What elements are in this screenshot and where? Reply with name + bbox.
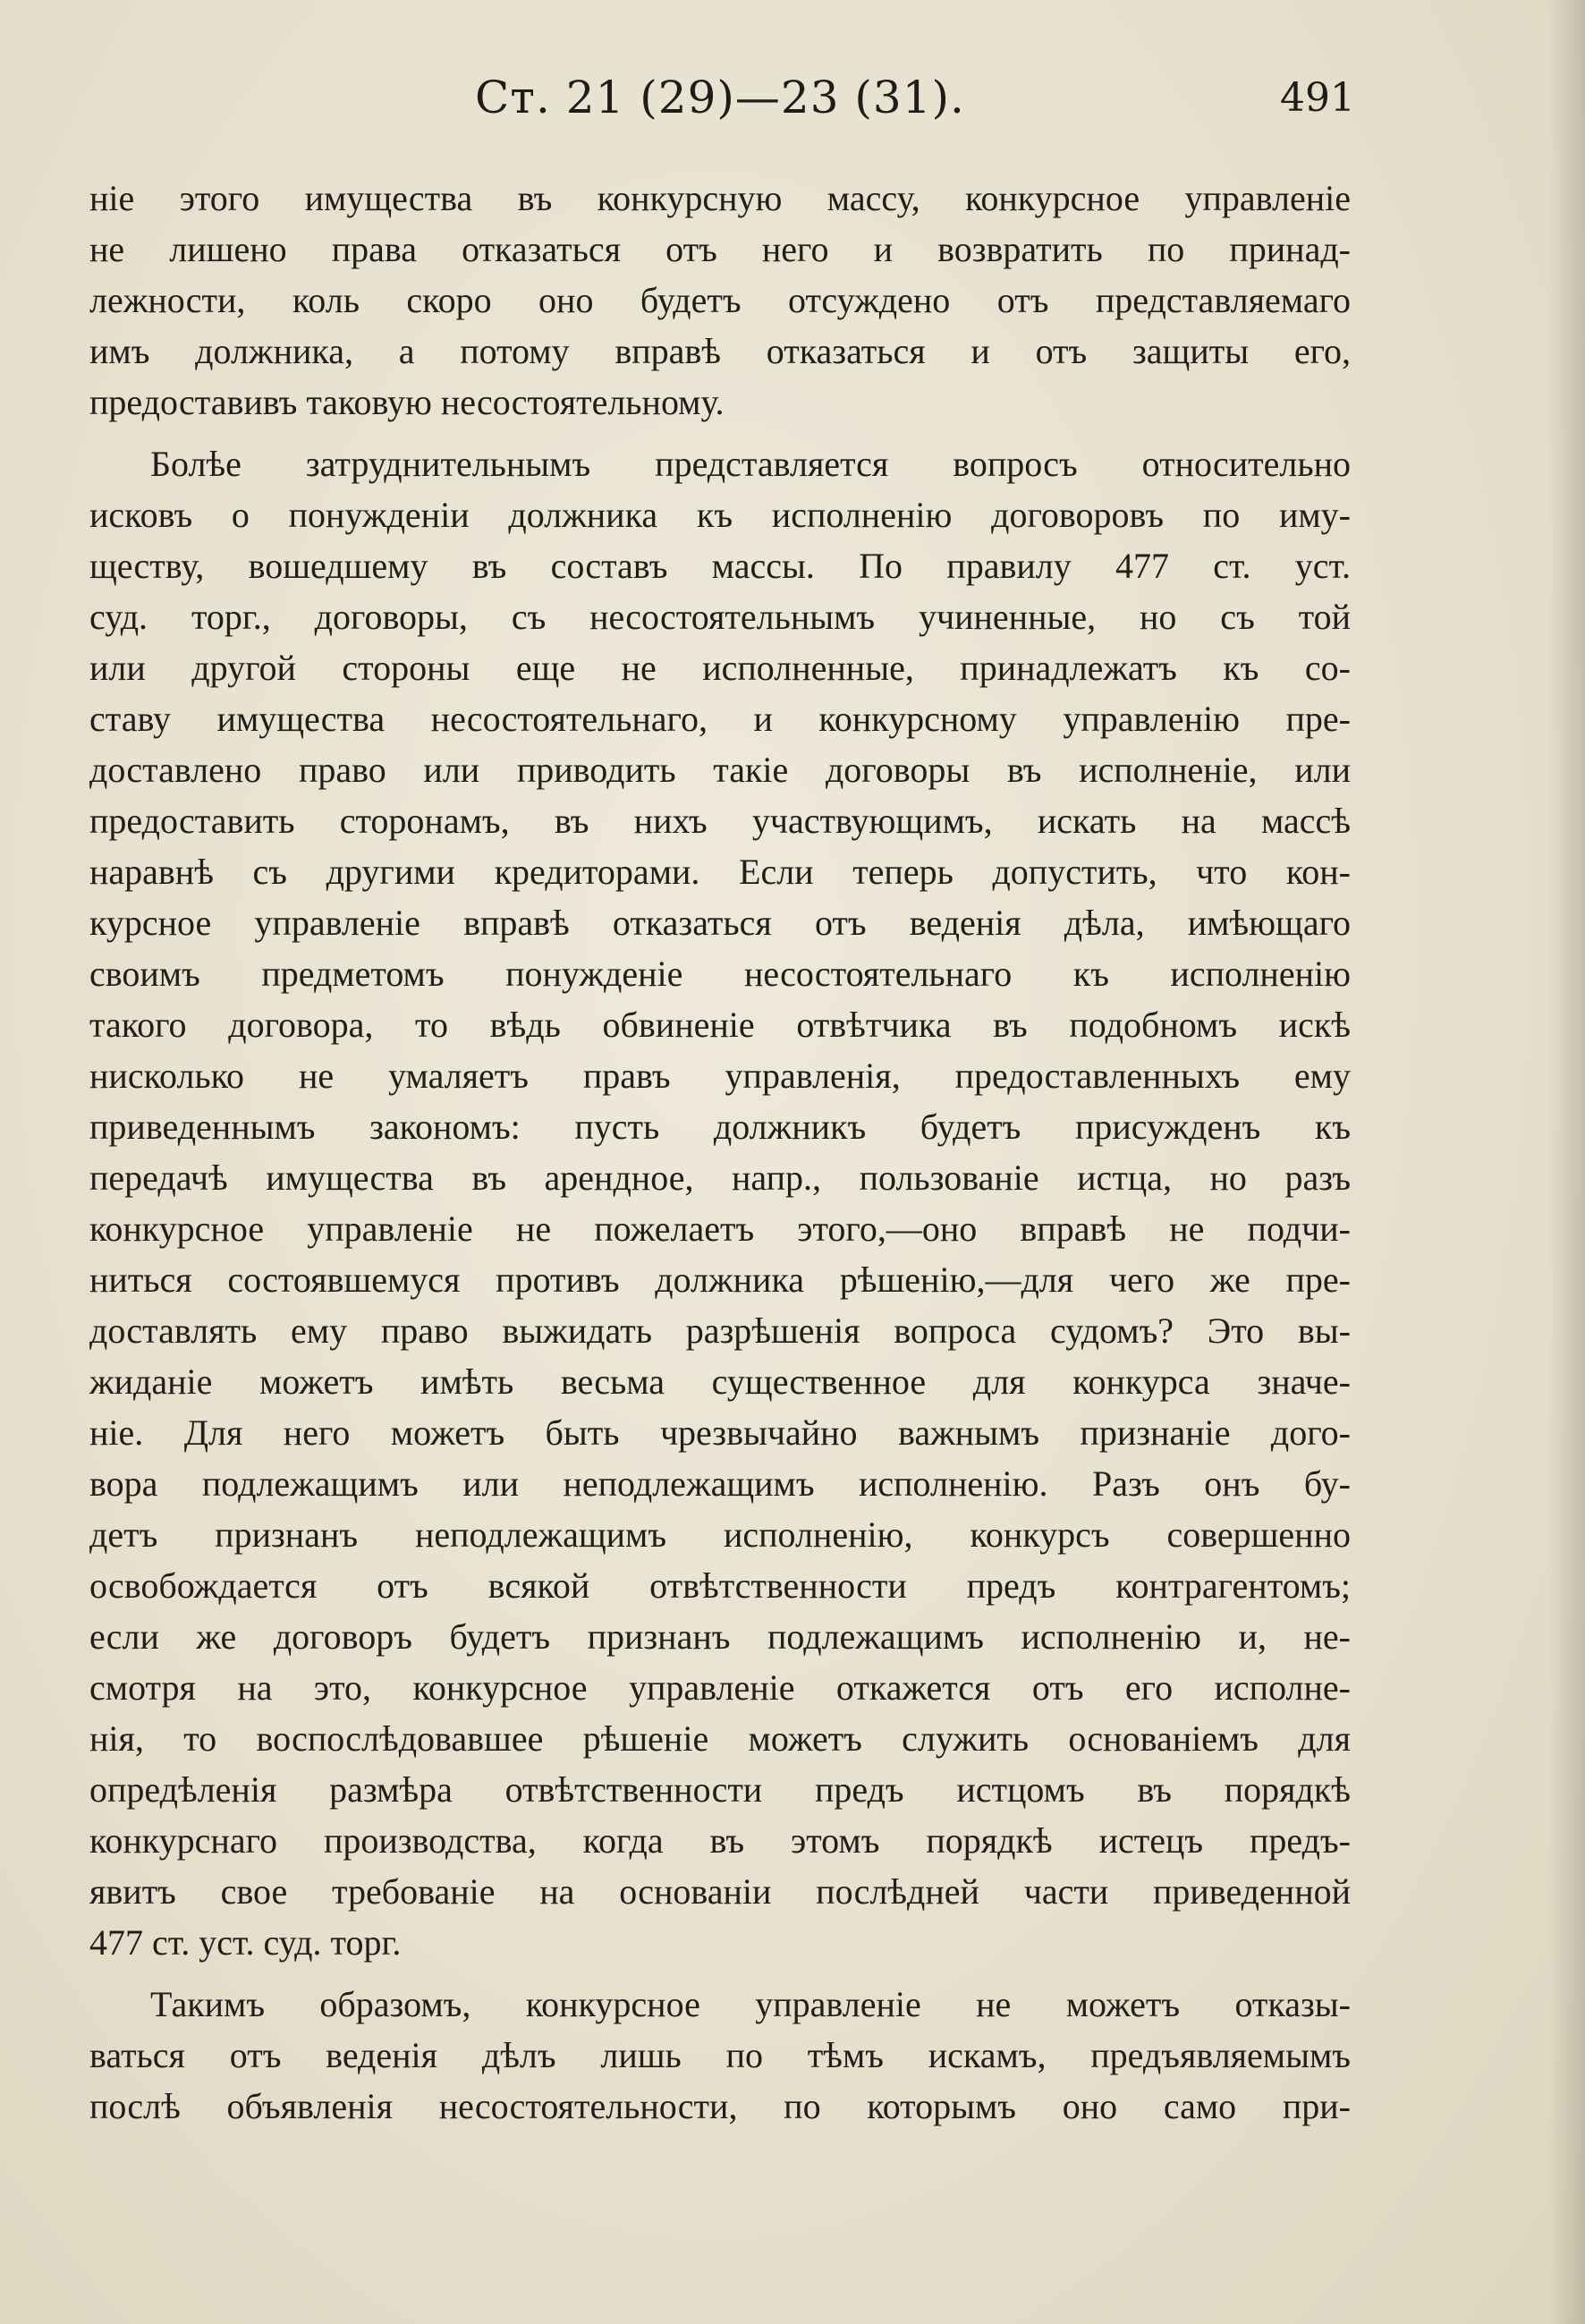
text-line: имъ должника, а потому вправѣ отказаться и отъ защиты его, [89,331,1351,371]
text-line: смотря на это, конкурсное управленіе откажется отъ его исполне- [89,1667,1351,1708]
text-line: передачѣ имущества въ арендное, напр., пользованіе истца, но разъ [89,1158,1351,1198]
header-title: Ст. 21 (29)—23 (31). [475,72,965,123]
text-line: ніе. Для него можетъ быть чрезвычайно важнымъ признаніе дого- [89,1412,1351,1453]
text-line: опредѣленія размѣра отвѣтственности предъ истцомъ въ порядкѣ [89,1769,1351,1810]
text-line: ніе этого имущества въ конкурсную массу, конкурсное управленіе [89,178,1351,218]
text-line: ставу имущества несостоятельнаго, и конкурсному управленію пре- [89,699,1351,739]
text-line: Такимъ образомъ, конкурсное управленіе не можетъ отказы- [150,1984,1351,2024]
paragraph-3 [89,1979,1351,2132]
text-line: или другой стороны еще не исполненные, принадлежатъ къ со- [89,648,1351,688]
text-line: вора подлежащимъ или неподлежащимъ исполненію. Разъ онъ бу- [89,1463,1351,1504]
text-line: нисколько не умаляетъ правъ управленія, предоставленныхъ ему [89,1056,1351,1096]
running-header [85,72,1355,134]
text-line: 477 ст. уст. суд. торг. [89,1922,402,1963]
text-line: Болѣе затруднительнымъ представляется вопросъ относительно [150,444,1351,484]
text-line: не лишено права отказаться отъ него и возвратить по принад- [89,229,1351,269]
text-line: освобождается отъ всякой отвѣтственности предъ контрагентомъ; [89,1565,1351,1606]
body-text [89,173,1351,2132]
text-line: конкурснаго производства, когда въ этомъ порядкѣ истецъ предъ- [89,1820,1351,1861]
text-line: конкурсное управленіе не пожелаетъ этого,—оно вправѣ не подчи- [89,1209,1351,1249]
text-line: жиданіе можетъ имѣть весьма существенное для конкурса значе- [89,1361,1351,1402]
text-line: курсное управленіе вправѣ отказаться отъ веденія дѣла, имѣющаго [89,903,1351,943]
text-line: если же договоръ будетъ признанъ подлежащимъ исполненію и, не- [89,1616,1351,1657]
text-line: наравнѣ съ другими кредиторами. Если теперь допустить, что кон- [89,852,1351,892]
text-line: детъ признанъ неподлежащимъ исполненію, конкурсъ совершенно [89,1514,1351,1555]
text-line: доставлять ему право выжидать разрѣшенія вопроса судомъ? Это вы- [89,1310,1351,1351]
text-line: лежности, коль скоро оно будетъ отсуждено отъ представляемаго [89,280,1351,320]
text-line: приведеннымъ закономъ: пусть должникъ будетъ присужденъ къ [89,1107,1351,1147]
page-number: 491 [1280,75,1355,121]
text-line: ваться отъ веденія дѣлъ лишь по тѣмъ искамъ, предъявляемымъ [89,2035,1351,2075]
text-line: суд. торг., договоры, съ несостоятельнымъ учиненные, но съ той [89,597,1351,637]
text-line: своимъ предметомъ понужденіе несостоятельнаго къ исполненію [89,954,1351,994]
text-line: ществу, вошедшему въ составъ массы. По правилу 477 ст. уст. [89,546,1351,586]
text-line: послѣ объявленія несостоятельности, по которымъ оно само при- [89,2086,1351,2126]
text-line: нія, то воспослѣдовавшее рѣшеніе можетъ служить основаніемъ для [89,1718,1351,1759]
text-line: доставлено право или приводить такіе договоры въ исполненіе, или [89,750,1351,790]
text-line: предоставивъ таковую несостоятельному. [89,382,725,422]
paragraph-2 [89,438,1351,1968]
text-line: явитъ свое требованіе на основаніи послѣдней части приведенной [89,1871,1351,1912]
text-line: предоставить сторонамъ, въ нихъ участвующимъ, искать на массѣ [89,801,1351,841]
text-line: исковъ о понужденіи должника къ исполненію договоровъ по иму- [89,495,1351,535]
text-line: такого договора, то вѣдь обвиненіе отвѣтчика въ подобномъ искѣ [89,1005,1351,1045]
page-fold-shadow [1549,0,1585,2324]
paragraph-1 [89,173,1351,428]
text-line: ниться состоявшемуся противъ должника рѣшенію,—для чего же пре- [89,1260,1351,1300]
